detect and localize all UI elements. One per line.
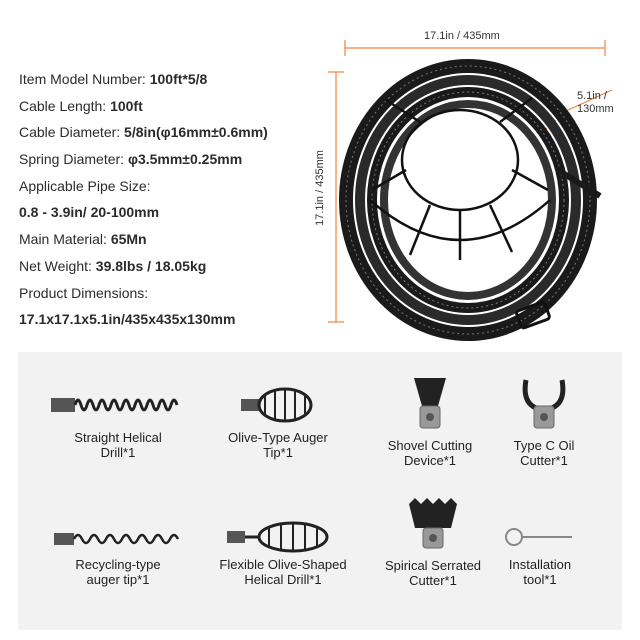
accessory-caption: Spirical Serrated bbox=[384, 558, 482, 573]
accessory-caption: Olive-Type Auger bbox=[228, 430, 328, 445]
spec-value: 65Mn bbox=[110, 231, 147, 248]
c-cutter-icon bbox=[514, 372, 574, 438]
width-dimension-label: 17.1in / 435mm bbox=[424, 30, 500, 42]
spec-label: Item Model Number: bbox=[19, 71, 150, 87]
spec-model bbox=[19, 66, 329, 93]
spec-label: Main Material: bbox=[19, 231, 111, 248]
accessory-caption: Installation bbox=[508, 557, 572, 572]
spec-label: Spring Diameter: bbox=[19, 151, 128, 168]
installation-tool-icon bbox=[500, 517, 580, 557]
depth-dimension-label-1: 5.1in / bbox=[577, 90, 607, 102]
accessory-caption: Recycling-type bbox=[75, 557, 161, 572]
cable-coil-image bbox=[300, 20, 640, 350]
spec-dimensions-value bbox=[19, 306, 329, 333]
coil-body bbox=[346, 66, 590, 334]
shovel-cutter-icon bbox=[400, 372, 460, 438]
spec-value: 100ft bbox=[110, 97, 143, 114]
accessory-caption: Straight Helical bbox=[74, 430, 162, 445]
spec-value: 0.8 - 3.9in/ 20-100mm bbox=[19, 204, 160, 221]
spec-label: Cable Length: bbox=[19, 97, 111, 114]
accessory-caption: Helical Drill*1 bbox=[244, 572, 322, 587]
accessories-panel bbox=[18, 352, 622, 630]
spec-dimensions-label bbox=[19, 280, 329, 307]
accessory-type-c-oil-cutter bbox=[494, 372, 594, 468]
accessory-flexible-olive-helical-drill bbox=[208, 517, 358, 587]
olive-type-auger-tip-icon bbox=[223, 380, 333, 430]
spec-cable-diameter bbox=[19, 119, 329, 146]
accessory-shovel-cutting-device bbox=[370, 372, 490, 468]
spec-list bbox=[19, 66, 329, 333]
accessory-caption: Type C Oil bbox=[513, 438, 575, 453]
spec-spring-diameter bbox=[19, 146, 329, 173]
spec-pipe-size-label bbox=[19, 173, 329, 200]
spec-label: Cable Diameter: bbox=[19, 124, 125, 141]
accessory-caption: tool*1 bbox=[523, 572, 557, 587]
spec-pipe-size-value bbox=[19, 199, 329, 226]
spec-weight bbox=[19, 253, 329, 280]
accessory-caption: Cutter*1 bbox=[520, 453, 568, 468]
straight-helical-drill-icon bbox=[43, 380, 193, 430]
spec-value: φ3.5mm±0.25mm bbox=[127, 151, 243, 168]
spec-value: 39.8lbs / 18.05kg bbox=[95, 257, 207, 274]
accessory-caption: Drill*1 bbox=[100, 445, 136, 460]
accessory-straight-helical-drill bbox=[38, 380, 198, 460]
depth-dimension-label-2: 130mm bbox=[577, 103, 614, 115]
spec-cable-length bbox=[19, 93, 329, 120]
spec-label: Applicable Pipe Size: bbox=[19, 177, 151, 194]
spec-value: 5/8in(φ16mm±0.6mm) bbox=[124, 124, 268, 141]
accessory-caption: auger tip*1 bbox=[86, 572, 150, 587]
accessory-installation-tool bbox=[490, 517, 590, 587]
accessory-spirical-serrated-cutter bbox=[368, 492, 498, 588]
accessory-caption: Flexible Olive-Shaped bbox=[219, 557, 347, 572]
height-dimension-label: 17.1in / 435mm bbox=[314, 150, 326, 226]
accessory-caption: Shovel Cutting bbox=[387, 438, 473, 453]
accessory-caption: Cutter*1 bbox=[409, 573, 457, 588]
spec-value: 17.1x17.1x5.1in/435x435x130mm bbox=[19, 311, 236, 328]
spec-label: Product Dimensions: bbox=[19, 284, 149, 301]
recycling-auger-tip-icon bbox=[46, 517, 191, 557]
flexible-olive-drill-icon bbox=[213, 517, 353, 557]
accessory-caption: Device*1 bbox=[403, 453, 457, 468]
spec-label: Net Weight: bbox=[19, 257, 96, 274]
accessory-caption: Tip*1 bbox=[263, 445, 293, 460]
accessory-recycling-auger-tip bbox=[43, 517, 193, 587]
spec-value: 100ft*5/8 bbox=[149, 71, 208, 87]
accessory-olive-type-auger-tip bbox=[218, 380, 338, 460]
width-dimension-line bbox=[345, 40, 605, 56]
serrated-cutter-icon bbox=[401, 492, 465, 558]
spec-material bbox=[19, 226, 329, 253]
